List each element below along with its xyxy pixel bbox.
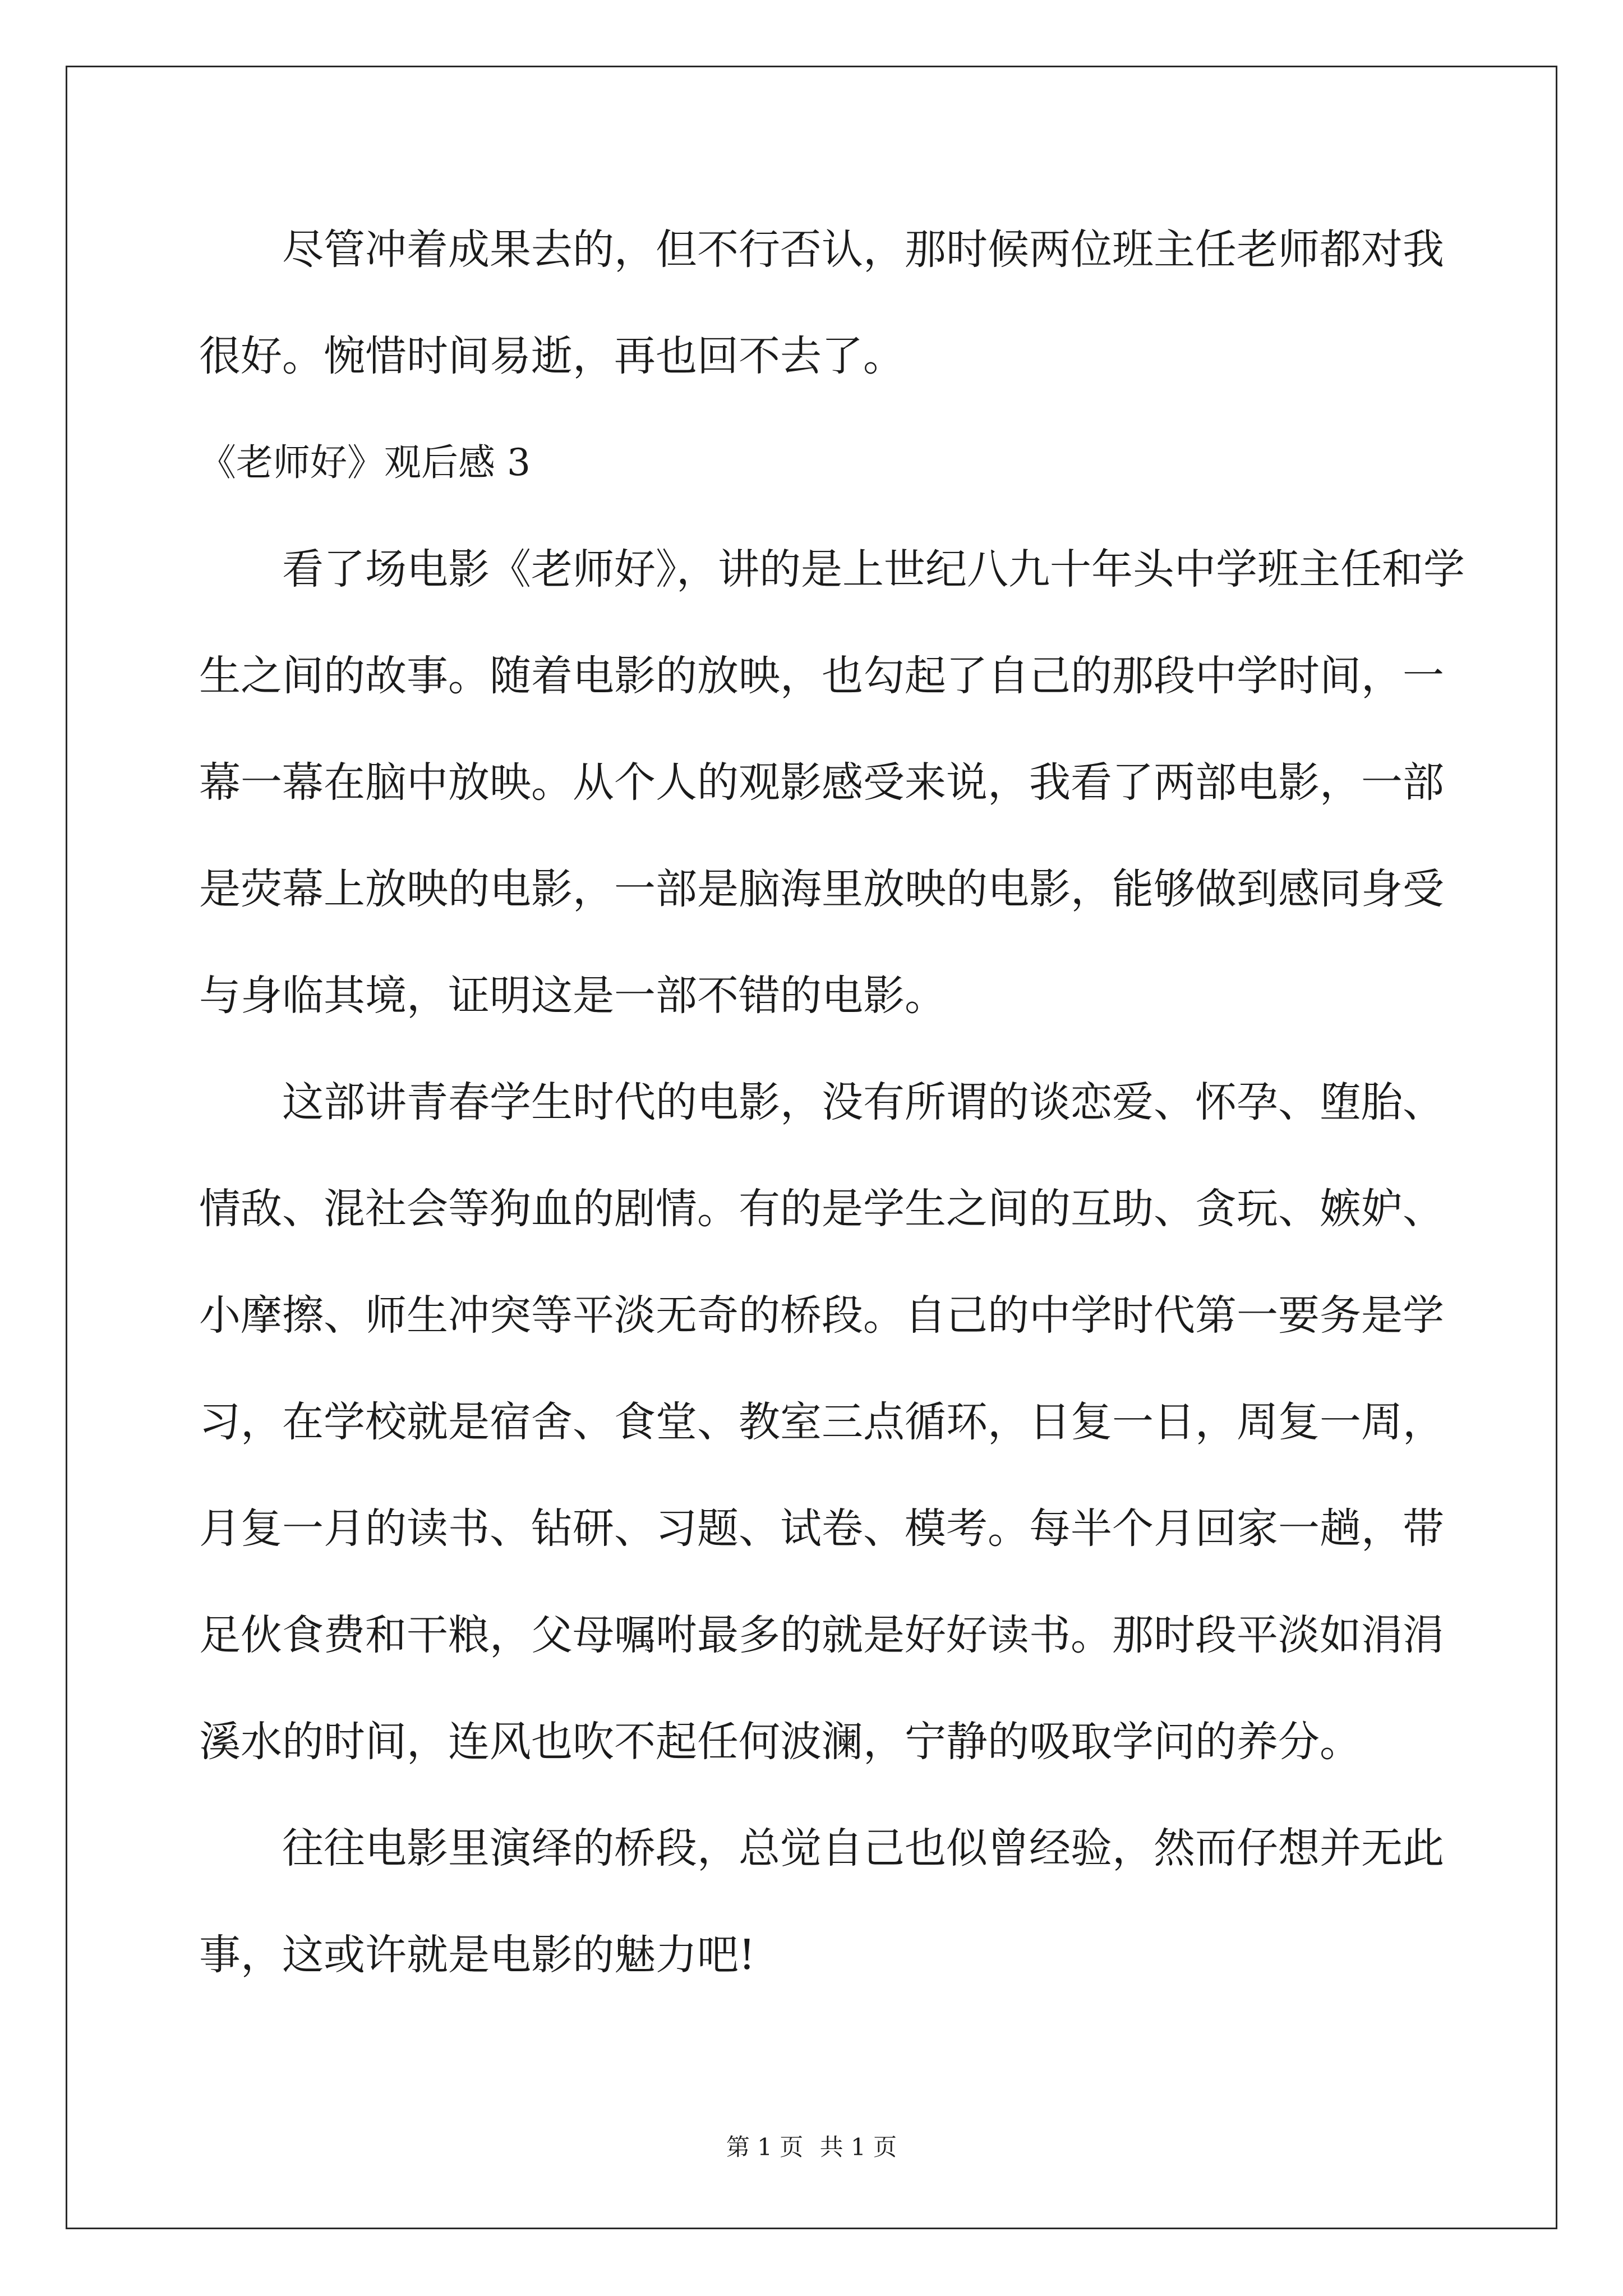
paragraph-line: 足伙食费和干粮，父母嘱咐最多的就是好好读书。那时段平淡如涓涓 <box>199 1611 1444 1659</box>
paragraph-line: 事，这或许就是电影的魅力吧! <box>199 1931 755 1979</box>
paragraph-line: 是荧幕上放映的电影，一部是脑海里放映的电影，能够做到感同身受 <box>199 865 1444 913</box>
paragraph-line: 习，在学校就是宿舍、食堂、教室三点循环，日复一日，周复一周， <box>199 1398 1444 1446</box>
page-number-current: 第 1 页 <box>726 2133 804 2161</box>
page-footer <box>0 2131 1623 2164</box>
document-body <box>199 208 1465 2019</box>
paragraph-line: 情敌、混社会等狗血的剧情。有的是学生之间的互助、贪玩、嫉妒、 <box>199 1185 1444 1233</box>
paragraph-line: 这部讲青春学生时代的电影，没有所谓的谈恋爱、怀孕、堕胎、 <box>282 1078 1444 1126</box>
paragraph-line: 看了场电影《老师好》，讲的是上世纪八九十年头中学班主任和学 <box>282 545 1465 593</box>
paragraph-line: 生之间的故事。随着电影的放映，也勾起了自己的那段中学时间，一 <box>199 652 1444 700</box>
paragraph-line: 尽管冲着成果去的，但不行否认，那时候两位班主任老师都对我 <box>282 226 1444 274</box>
paragraph-line: 月复一月的读书、钻研、习题、试卷、模考。每半个月回家一趟，带 <box>199 1504 1444 1553</box>
paragraph-line: 往往电影里演绎的桥段，总觉自己也似曾经验，然而仔想并无此 <box>282 1824 1444 1872</box>
paragraph-line: 溪水的时间，连风也吹不起任何波澜，宁静的吸取学问的养分。 <box>199 1718 1361 1766</box>
paragraph-line: 很好。惋惜时间易逝，再也回不去了。 <box>199 332 905 380</box>
page-number-total: 共 1 页 <box>819 2133 897 2161</box>
paragraph-line: 小摩擦、师生冲突等平淡无奇的桥段。自己的中学时代第一要务是学 <box>199 1291 1444 1340</box>
section-heading: 《老师好》观后感 3 <box>199 441 531 484</box>
paragraph-line: 幕一幕在脑中放映。从个人的观影感受来说，我看了两部电影，一部 <box>199 758 1444 807</box>
paragraph-line: 与身临其境，证明这是一部不错的电影。 <box>199 972 946 1020</box>
